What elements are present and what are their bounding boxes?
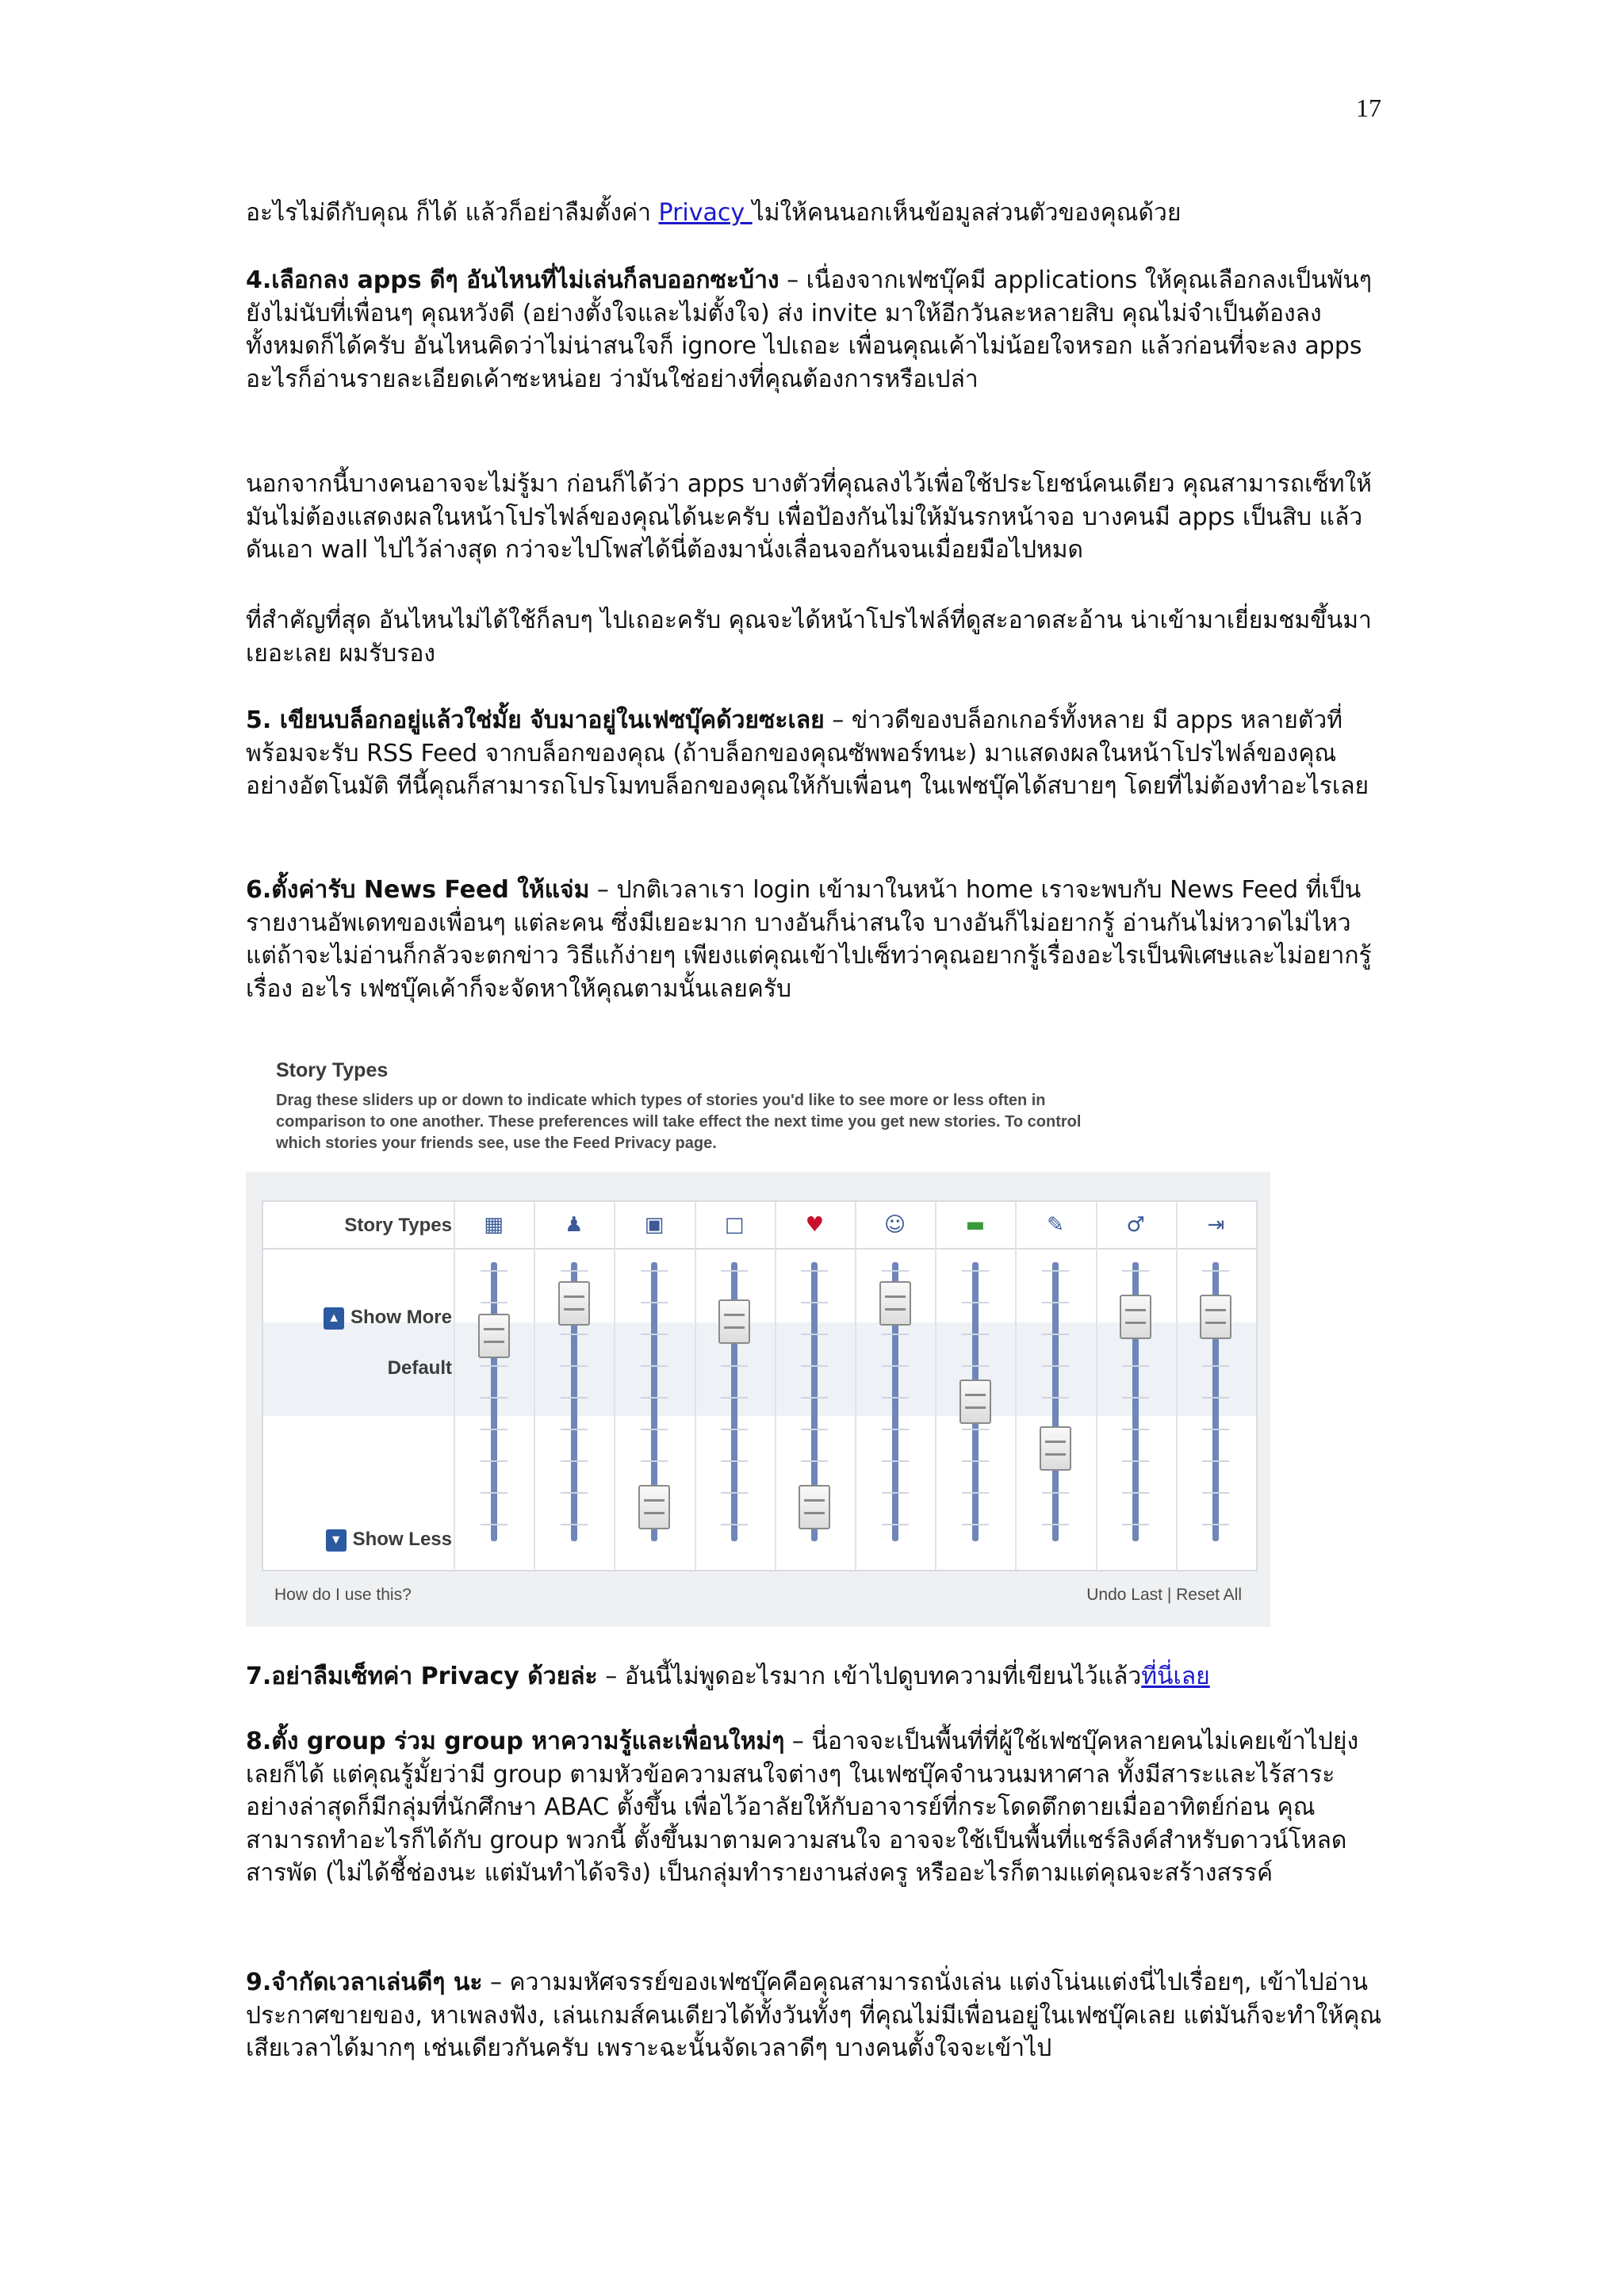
slider-knob-share[interactable] <box>1200 1295 1231 1339</box>
help-link-label[interactable]: How do I use this? <box>274 1586 412 1604</box>
row-default-label: Default <box>387 1357 452 1379</box>
slider-track <box>1052 1262 1059 1541</box>
person-icon: ♂ <box>1126 1213 1145 1237</box>
slider-tick <box>962 1334 989 1335</box>
pencil-icon: ✎ <box>1047 1213 1064 1237</box>
slider-tick <box>1122 1397 1149 1399</box>
slider-tick <box>801 1460 828 1462</box>
slider-tick <box>641 1429 668 1430</box>
slider-tick <box>721 1460 748 1462</box>
column-divider <box>775 1202 776 1570</box>
slider-tick <box>721 1397 748 1399</box>
slider-tick <box>641 1460 668 1462</box>
row-show-more-label: Show More <box>350 1307 452 1328</box>
paragraph-4c: ที่สำคัญที่สุด อันไหนไม่ได้ใช้ก็ลบๆ ไปเถอะครับ คุณจะได้หน้าโปรไฟล์ที่ดูสะอาดสะอ้าน น่าเข้ามาเยี่ยมชมขึ้นมาเยอะเลย ผมรับรอง <box>246 607 1372 668</box>
slider-tick <box>1122 1429 1149 1430</box>
slider-tick <box>1042 1302 1069 1303</box>
slider-tick <box>1122 1365 1149 1367</box>
slider-tick <box>801 1270 828 1272</box>
slider-tick <box>481 1397 508 1399</box>
column-divider <box>1015 1202 1017 1570</box>
slider-tick <box>1202 1524 1229 1525</box>
p1-text-before: อะไรไม่ดีกับคุณ ก็ได้ แล้วก็อย่าลืมตั้งค่า <box>246 199 659 227</box>
calendar-icon: ▦ <box>484 1213 504 1237</box>
slider-tick <box>1122 1460 1149 1462</box>
slider-tick <box>481 1524 508 1525</box>
slider-tick <box>561 1460 588 1462</box>
slider-tick <box>561 1492 588 1494</box>
column-divider <box>1176 1202 1178 1570</box>
here-link[interactable]: ที่นี่เลย <box>1141 1663 1210 1690</box>
row-show-more <box>263 1307 452 1330</box>
friends-icon: ♟ <box>565 1213 584 1237</box>
story-types-header <box>276 1059 1228 1154</box>
paragraph-privacy-intro <box>246 197 1388 230</box>
slider-tick <box>481 1429 508 1430</box>
heading-4: 4.เลือกลง apps ดีๆ อันไหนที่ไม่เล่นก็ลบออกซะบ้าง <box>246 266 779 294</box>
paragraph-4-text: – เนื่องจากเฟซบุ๊คมี applications ให้คุณเลือกลงเป็นพันๆ ยังไม่นับที่เพื่อนๆ คุณหวังดี (อย่างตั้งใจและไม่ตั้งใจ) ส่ง invite มาให้อีกวันละหลายสิบ คุณไม่จำเป็นต้องลงทั้งหมดก็ได้ครับ อันไหนคิดว่าไม่น่าสนใจก็ ignore ไปเถอะ เพื่อนคุณเค้าไม่น้อยใจหรอก แล้วก่อนที่จะลง apps อะไรก็อ่านรายละเอียดเค้าซะหน่อย ว่ามันใช่อย่างที่คุณต้องการหรือเปล่า <box>246 266 1372 393</box>
slider-knob-calendar[interactable] <box>478 1314 510 1358</box>
row-show-less-label: Show Less <box>352 1529 452 1550</box>
slider-tick <box>721 1524 748 1525</box>
photo-icon: ▣ <box>644 1213 665 1237</box>
slider-tick <box>641 1397 668 1399</box>
slider-tick <box>481 1302 508 1303</box>
paragraph-6 <box>246 874 1388 1005</box>
slider-tick <box>1042 1365 1069 1367</box>
slider-tick <box>882 1334 909 1335</box>
paragraph-4b: นอกจากนี้บางคนอาจจะไม่รู้มา ก่อนก็ได้ว่า apps บางตัวที่คุณลงไว้เพื่อใช้ประโยชน์คนเดียว คุณสามารถเซ็ทให้มันไม่ต้องแสดงผลในหน้าโปรไฟล์ของคุณได้นะครับ เพื่อป้องกันไม่ให้มันรกหน้าจอ บางคนมี apps เป็นสิบ แล้วดันเอา wall ไปไว้ล่างสุด กว่าจะไปโพสได้นี่ต้องมานั่งเลื่อนจอกันจนเมื่อยมือไปหมด <box>246 470 1372 564</box>
share-icon: ⇥ <box>1207 1213 1225 1237</box>
slider-knob-comment[interactable] <box>959 1380 991 1424</box>
reset-all-button[interactable]: Reset All <box>1176 1586 1242 1604</box>
p1-text-after: ไม่ให้คนนอกเห็นข้อมูลส่วนตัวของคุณด้วย <box>752 199 1182 227</box>
slider-knob-note[interactable] <box>718 1299 750 1344</box>
story-types-title: Story Types <box>276 1059 389 1081</box>
slider-tick <box>481 1492 508 1494</box>
story-types-description: Drag these sliders up or down to indicate which types of stories you'd like to see more or less often in comparison to one another. These preferences will take effect the next time you get new stories. To control which stories your friends see, use the Feed Privacy page. <box>276 1092 1082 1152</box>
column-divider <box>534 1202 535 1570</box>
column-divider <box>935 1202 936 1570</box>
slider-tick <box>1202 1270 1229 1272</box>
thumbs-down-icon: ▼ <box>326 1529 347 1552</box>
slider-knob-photo[interactable] <box>638 1485 670 1529</box>
column-divider <box>855 1202 856 1570</box>
paragraph-7 <box>246 1660 1388 1693</box>
slider-tick <box>1202 1460 1229 1462</box>
slider-tick <box>1042 1492 1069 1494</box>
row-show-less <box>263 1529 452 1552</box>
slider-tick <box>641 1270 668 1272</box>
slider-knob-pencil[interactable] <box>1040 1426 1071 1471</box>
people-icon: ☺ <box>884 1213 906 1237</box>
slider-track <box>491 1262 497 1541</box>
slider-tick <box>962 1365 989 1367</box>
slider-tick <box>962 1270 989 1272</box>
slider-tick <box>641 1334 668 1335</box>
row-default <box>263 1357 452 1380</box>
slider-tick <box>721 1365 748 1367</box>
paragraph-8-text: – นี่อาจจะเป็นพื้นที่ที่ผู้ใช้เฟซบุ๊คหลายคนไม่เคยเข้าไปยุ่งเลยก็ได้ แต่คุณรู้มั้ยว่ามี group ตามหัวข้อความสนใจต่างๆ ในเฟซบุ๊คจำนวนมหาศาล ทั้งมีสาระและไร้สาระ อย่างล่าสุดก็มีกลุ่มที่นักศึกษา ABAC ตั้งขึ้น เพื่อไว้อาลัยให้กับอาจารย์ที่กระโดดตึกตายเมื่ออาทิตย์ก่อน คุณสามารถทำอะไรก็ได้กับ group พวกนี้ ตั้งขึ้นมาตามความสนใจ อาจจะใช้เป็นพื้นที่แชร์ลิงค์สำหรับดาวน์โหลดสารพัด (ไม่ได้ชี้ช่องนะ แต่มันทำได้จริง) เป็นกลุ่มทำรายงานส่งครู หรืออะไรก็ตามแต่คุณจะสร้างสรรค์ <box>246 1728 1359 1887</box>
slider-tick <box>1122 1524 1149 1525</box>
slider-tick <box>1122 1492 1149 1494</box>
grid-header-label: Story Types <box>344 1215 452 1236</box>
slider-tick <box>481 1460 508 1462</box>
slider-tick <box>962 1524 989 1525</box>
slider-tick <box>1122 1270 1149 1272</box>
slider-tick <box>1042 1397 1069 1399</box>
slider-tick <box>882 1365 909 1367</box>
column-divider <box>695 1202 696 1570</box>
slider-knob-person[interactable] <box>1120 1295 1151 1339</box>
heading-7: 7.อย่าลืมเซ็ทค่า Privacy ด้วยล่ะ <box>246 1663 598 1690</box>
slider-tick <box>962 1429 989 1430</box>
column-divider <box>614 1202 615 1570</box>
slider-tick <box>962 1302 989 1303</box>
slider-tick <box>962 1492 989 1494</box>
slider-tick <box>1202 1365 1229 1367</box>
slider-tick <box>882 1460 909 1462</box>
slider-tick <box>882 1270 909 1272</box>
slider-tick <box>1042 1334 1069 1335</box>
comment-icon: ▬ <box>965 1213 986 1237</box>
slider-tick <box>561 1397 588 1399</box>
slider-tick <box>561 1365 588 1367</box>
slider-tick <box>801 1302 828 1303</box>
heading-8: 8.ตั้ง group ร่วม group หาความรู้และเพื่อนใหม่ๆ <box>246 1728 785 1755</box>
slider-tick <box>481 1270 508 1272</box>
slider-tick <box>721 1429 748 1430</box>
slider-tick <box>882 1524 909 1525</box>
heading-9: 9.จำกัดเวลาเล่นดีๆ นะ <box>246 1969 483 1996</box>
slider-tick <box>962 1460 989 1462</box>
paragraph-8 <box>246 1725 1388 1890</box>
slider-knob-heart[interactable] <box>799 1485 830 1529</box>
paragraph-5-text: – ข่าวดีของบล็อกเกอร์ทั้งหลาย มี apps หลายตัวที่พร้อมจะรับ RSS Feed จากบล็อกของคุณ (ถ้าบล็อกของคุณซัพพอร์ทนะ) มาแสดงผลในหน้าโปรไฟล์ของคุณอย่างอัตโนมัติ ทีนี้คุณก็สามารถโปรโมทบล็อกของคุณให้กับเพื่อนๆ ในเฟซบุ๊คได้สบายๆ โดยที่ไม่ต้องทำอะไรเลย <box>246 706 1369 800</box>
page-number: 17 <box>1356 94 1381 122</box>
footer-separator: | <box>1166 1586 1172 1604</box>
column-divider <box>454 1202 455 1570</box>
slider-tick <box>561 1270 588 1272</box>
privacy-link[interactable]: Privacy <box>658 199 753 227</box>
slider-tick <box>882 1397 909 1399</box>
slider-tick <box>801 1397 828 1399</box>
slider-tick <box>721 1492 748 1494</box>
paragraph-7-text: – อันนี้ไม่พูดอะไรมาก เข้าไปดูบทความที่เขียนไว้แล้ว <box>597 1663 1142 1690</box>
note-icon: □ <box>724 1213 745 1237</box>
slider-knob-people[interactable] <box>879 1281 911 1326</box>
heart-icon: ♥ <box>805 1213 825 1237</box>
slider-tick <box>561 1524 588 1525</box>
slider-tick <box>801 1334 828 1335</box>
slider-tick <box>641 1365 668 1367</box>
story-types-panel <box>246 1172 1270 1627</box>
slider-tick <box>1202 1492 1229 1494</box>
story-types-grid <box>262 1200 1258 1571</box>
slider-tick <box>882 1492 909 1494</box>
heading-6: 6.ตั้งค่ารับ News Feed ให้แจ่ม <box>246 876 590 904</box>
slider-tick <box>561 1334 588 1335</box>
slider-tick <box>641 1302 668 1303</box>
slider-tick <box>481 1365 508 1367</box>
paragraph-6-text: – ปกติเวลาเรา login เข้ามาในหน้า home เราจะพบกับ News Feed ที่เป็นรายงานอัพเดทของเพื่อนๆ แต่ละคน ซึ่งมีเยอะมาก บางอันก็น่าสนใจ บางอันก็ไม่อยากรู้ อ่านกันไม่หวาดไม่ไหว แต่ถ้าจะไม่อ่านก็กลัวจะตกข่าว วิธีแก้ง่ายๆ เพียงแต่คุณเข้าไปเซ็ทว่าคุณอยากรู้เรื่องอะไรเป็นพิเศษและไม่อยากรู้เรื่อง อะไร เฟซบุ๊คเค้าก็จะจัดหาให้คุณตามนั้นเลยครับ <box>246 876 1372 1003</box>
undo-last-button[interactable]: Undo Last <box>1086 1586 1162 1604</box>
slider-tick <box>1042 1524 1069 1525</box>
story-types-figure <box>246 1048 1270 1627</box>
paragraph-9 <box>246 1966 1388 2065</box>
slider-tick <box>1042 1270 1069 1272</box>
help-link[interactable] <box>274 1586 412 1605</box>
slider-tick <box>882 1429 909 1430</box>
slider-tick <box>561 1429 588 1430</box>
thumbs-up-icon: ▲ <box>324 1307 344 1330</box>
paragraph-5 <box>246 704 1388 803</box>
heading-5: 5. เขียนบล็อกอยู่แล้วใช่มั้ย จับมาอยู่ในเฟซบุ๊คด้วยซะเลย <box>246 706 825 734</box>
footer-actions <box>1086 1586 1242 1605</box>
slider-tick <box>1202 1429 1229 1430</box>
slider-tick <box>721 1270 748 1272</box>
slider-knob-friends[interactable] <box>558 1281 590 1326</box>
slider-tick <box>801 1365 828 1367</box>
paragraph-4 <box>246 264 1388 396</box>
paragraph-9-text: – ความมหัศจรรย์ของเฟซบุ๊คคือคุณสามารถนั่งเล่น แต่งโน่นแต่งนี่ไปเรื่อยๆ, เข้าไปอ่านประกาศขายของ, หาเพลงฟัง, เล่นเกมส์คนเดียวได้ทั้งวันทั้งๆ ที่คุณไม่มีเพื่อนอยู่ในเฟซบุ๊คเลย แต่มันก็จะทำให้คุณเสียเวลาได้มากๆ เช่นเดียวกันครับ เพราะฉะนั้นจัดเวลาดีๆ บางคนตั้งใจจะเข้าไป <box>246 1969 1382 2062</box>
column-divider <box>1096 1202 1097 1570</box>
slider-tick <box>1202 1397 1229 1399</box>
slider-tick <box>801 1429 828 1430</box>
